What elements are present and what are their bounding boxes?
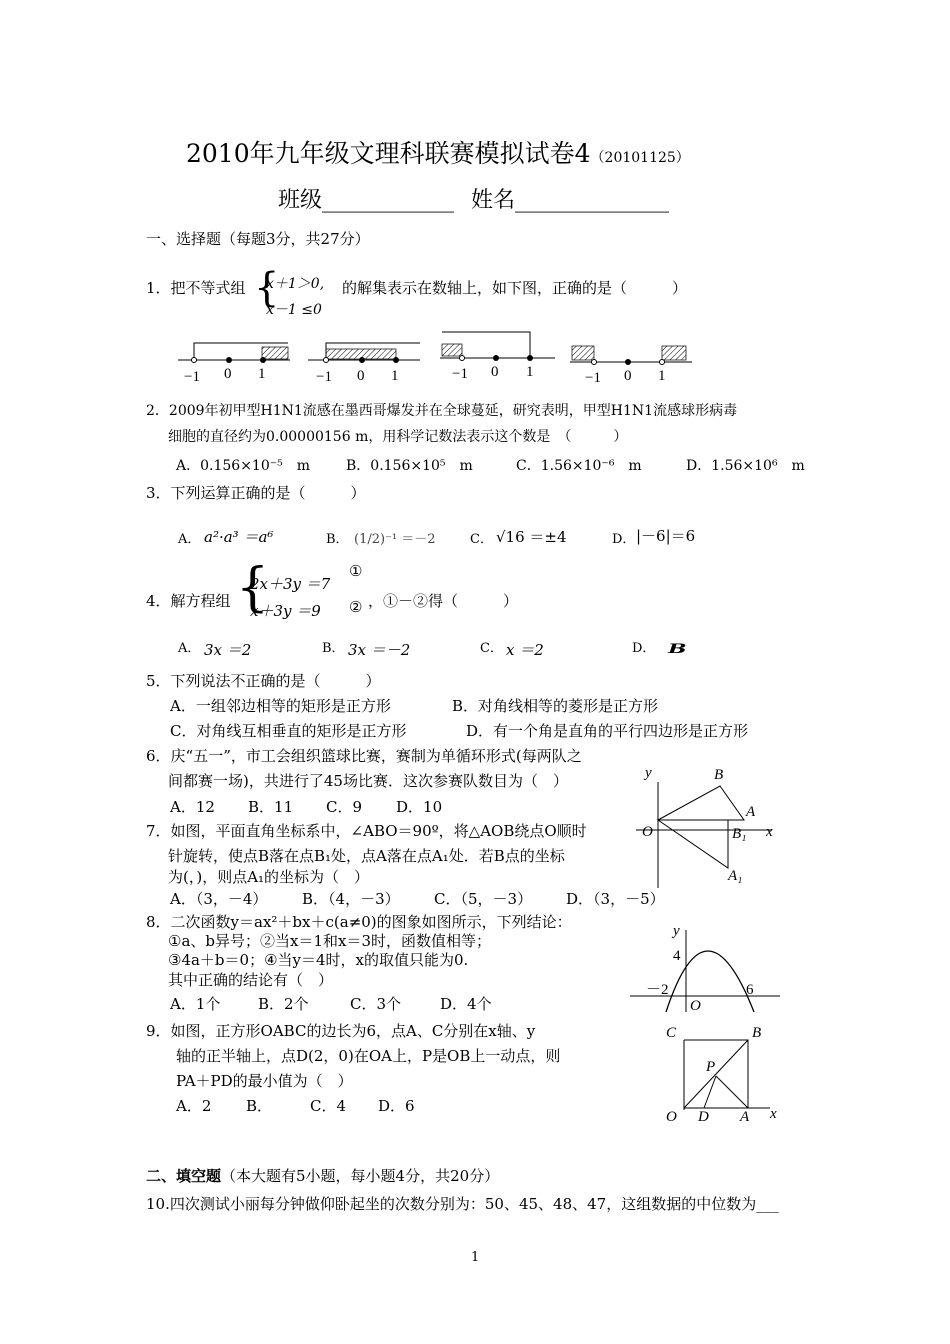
- q7-option-b: B．（4，－3）: [302, 890, 400, 908]
- q2-option-a: A．0.156×10⁻⁵ m: [176, 458, 311, 474]
- q9-a-label: A: [740, 1109, 750, 1125]
- q3-option-a-label: A．: [178, 532, 201, 547]
- q8-option-b: B．2个: [258, 995, 309, 1013]
- q7-a1-label: A₁: [728, 868, 743, 884]
- q6-option-b: B．11: [248, 798, 294, 816]
- q8-four-label: 4: [673, 948, 681, 964]
- q7-line1: 7．如图，平面直角坐标系中，∠ABO＝90º，将△AOB绕点O顺时: [146, 822, 587, 840]
- q6-option-a: A．12: [170, 798, 215, 816]
- q8-six-label: 6: [746, 982, 754, 998]
- q3-option-b-label: B．: [326, 532, 349, 547]
- q4-mark2: ②: [349, 598, 363, 616]
- q3-option-a-expr: a²·a³ ＝a⁶: [204, 528, 274, 546]
- q6-option-c: C．9: [326, 798, 363, 816]
- section2-title: 二、填空题: [146, 1167, 222, 1185]
- q10-text: 10.四次测试小丽每分钟做仰卧起坐的次数分别为：50、45、48、47，这组数据的中位数为___: [146, 1195, 779, 1213]
- q6-line1: 6．庆“五一”，市工会组织篮球比赛，赛制为单循环形式(每两队之: [146, 747, 582, 765]
- tick-c-1: 1: [526, 364, 534, 380]
- q5-option-c: C．对角线互相垂直的矩形是正方形: [170, 722, 407, 740]
- tick-c-0: 0: [491, 364, 499, 380]
- tick-d-0: 0: [624, 368, 632, 384]
- q4-option-d-expr: B: [668, 641, 687, 657]
- q9-x-label: x: [770, 1106, 777, 1122]
- q7-option-a: A．（3，－4）: [170, 890, 268, 908]
- q4-eq2: x＋3y ＝9: [250, 602, 321, 620]
- section1-heading: 一、选择题（每题3分，共27分）: [146, 230, 370, 248]
- q9-option-a: A．2: [176, 1097, 212, 1115]
- q4-option-c-label: C．: [480, 641, 503, 656]
- q8-y-label: y: [673, 923, 680, 939]
- q1-brace: {: [254, 265, 280, 311]
- q9-o-label: O: [666, 1109, 677, 1125]
- q2-option-b: B．0.156×10⁵ m: [346, 458, 473, 474]
- q9-d-label: D: [698, 1109, 709, 1125]
- tick-a-neg1: −1: [184, 369, 200, 385]
- q8-neg2-label: －2: [646, 982, 669, 998]
- q4-option-d-label: D．: [632, 641, 656, 656]
- q4-eq1: 2x＋3y ＝7: [250, 575, 331, 593]
- q9-b-label: B: [752, 1025, 762, 1041]
- q7-o-label: O: [642, 824, 653, 840]
- q8-option-d: D．4个: [440, 995, 492, 1013]
- q1-tail: 的解集表示在数轴上，如下图，正确的是（ ）: [342, 279, 688, 297]
- q4-option-a-expr: 3x ＝2: [204, 641, 252, 659]
- q3-option-c-expr: √16 ＝±4: [496, 528, 567, 546]
- q8-line4: 其中正确的结论有（ ）: [168, 971, 334, 989]
- q8-line2: ①a、b异号；②当x＝1和x＝3时，函数值相等；: [168, 932, 491, 950]
- q4-option-c-expr: x ＝2: [506, 641, 544, 659]
- section2-heading: [146, 1165, 499, 1186]
- q5-option-a: A．一组邻边相等的矩形是正方形: [170, 697, 391, 715]
- q7-option-d: D．（3，－5）: [566, 890, 665, 908]
- q3-option-d-label: D．: [612, 532, 636, 547]
- title-main: 2010年九年级文理科联赛模拟试卷4: [186, 139, 591, 168]
- q4-tail: ，①－②得（ ）: [368, 592, 519, 610]
- q3-text: 3．下列运算正确的是（ ）: [146, 484, 366, 502]
- tick-b-neg1: −1: [316, 369, 332, 385]
- tick-a-0: 0: [224, 366, 232, 382]
- q1-ineq2: x－1 ≤0: [266, 302, 322, 318]
- section2-note: （本大题有5小题，每小题4分，共20分）: [221, 1167, 500, 1185]
- tick-c-neg1: −1: [452, 366, 468, 382]
- name-label: 姓名: [471, 188, 516, 213]
- tick-d-neg1: −1: [585, 370, 601, 386]
- q1-ineq1: x＋1＞0,: [266, 276, 325, 292]
- q2-option-c: C．1.56×10⁻⁶ m: [516, 458, 642, 474]
- q9-c-label: C: [666, 1025, 677, 1041]
- tick-b-1: 1: [391, 368, 399, 384]
- q7-b-label: B: [714, 767, 724, 783]
- q4-option-b-label: B．: [322, 641, 345, 656]
- q7-a-label: A: [746, 804, 756, 820]
- q9-line3: PA＋PD的最小值为（ ）: [176, 1072, 353, 1090]
- q6-option-d: D．10: [396, 798, 443, 816]
- q9-option-b: B．: [246, 1097, 273, 1115]
- q4-mark1: ①: [349, 562, 363, 580]
- q9-line2: 轴的正半轴上，点D(2，0)在OA上，P是OB上一动点，则: [176, 1047, 561, 1065]
- tick-b-0: 0: [357, 368, 365, 384]
- q5-option-b: B．对角线相等的菱形是正方形: [452, 697, 659, 715]
- q8-line3: ③4a＋b＝0；④当y＝4时，x的取值只能为0.: [168, 951, 469, 969]
- q8-option-a: A．1个: [170, 995, 221, 1013]
- q3-option-b-expr: (1/2)⁻¹ ＝－2: [354, 532, 436, 547]
- q8-line1: 8．二次函数y＝ax²＋bx＋c(a≠0)的图象如图所示，下列结论：: [146, 913, 572, 931]
- class-label: 班级: [278, 188, 323, 213]
- q3-option-c-label: C．: [470, 532, 493, 547]
- q2-option-d: D．1.56×10⁶ m: [686, 458, 805, 474]
- class-blank: ____________: [322, 188, 455, 213]
- q2-line1: 2．2009年初甲型H1N1流感在墨西哥爆发并在全球蔓延，研究表明，甲型H1N1流感球形病毒: [146, 403, 738, 419]
- name-blank: ______________: [515, 188, 670, 213]
- page-number: 1: [471, 1250, 480, 1265]
- q3-option-d-expr: |－6|＝6: [636, 527, 696, 545]
- q7-line2: 针旋转，使点B落在点B₁处，点A落在点A₁处．若B点的坐标: [168, 847, 565, 865]
- q8-option-c: C．3个: [350, 995, 402, 1013]
- q7-line3: 为(，)，则点A₁的坐标为（ ）: [168, 868, 370, 886]
- q4-brace: {: [236, 558, 270, 618]
- q1-text: 1．把不等式组: [146, 279, 246, 297]
- q9-line1: 9．如图，正方形OABC的边长为6，点A、C分别在x轴、y: [146, 1022, 536, 1040]
- q7-x-label: x: [766, 824, 773, 840]
- q9-option-d: D．6: [378, 1097, 415, 1115]
- q8-o-label: O: [690, 998, 701, 1014]
- tick-d-1: 1: [658, 368, 666, 384]
- q7-b1-label: B₁: [732, 826, 747, 842]
- q7-y-label: y: [645, 765, 652, 781]
- q4-option-b-expr: 3x ＝－2: [348, 641, 411, 659]
- tick-a-1: 1: [258, 366, 266, 382]
- q5-text: 5．下列说法不正确的是（ ）: [146, 672, 381, 690]
- title-date: （20101125）: [590, 150, 690, 166]
- q9-option-c: C．4: [310, 1097, 347, 1115]
- q4-option-a-label: A．: [178, 641, 201, 656]
- q5-option-d: D．有一个角是直角的平行四边形是正方形: [466, 722, 749, 740]
- q4-text: 4．解方程组: [146, 592, 231, 610]
- q2-line2: 细胞的直径约为0.00000156 m，用科学记数法表示这个数是 （ ）: [168, 429, 628, 445]
- q6-line2: 间都赛一场)，共进行了45场比赛．这次参赛队数目为（ ）: [168, 772, 568, 790]
- q7-option-c: C．（5，－3）: [434, 890, 533, 908]
- q9-p-label: P: [706, 1059, 716, 1075]
